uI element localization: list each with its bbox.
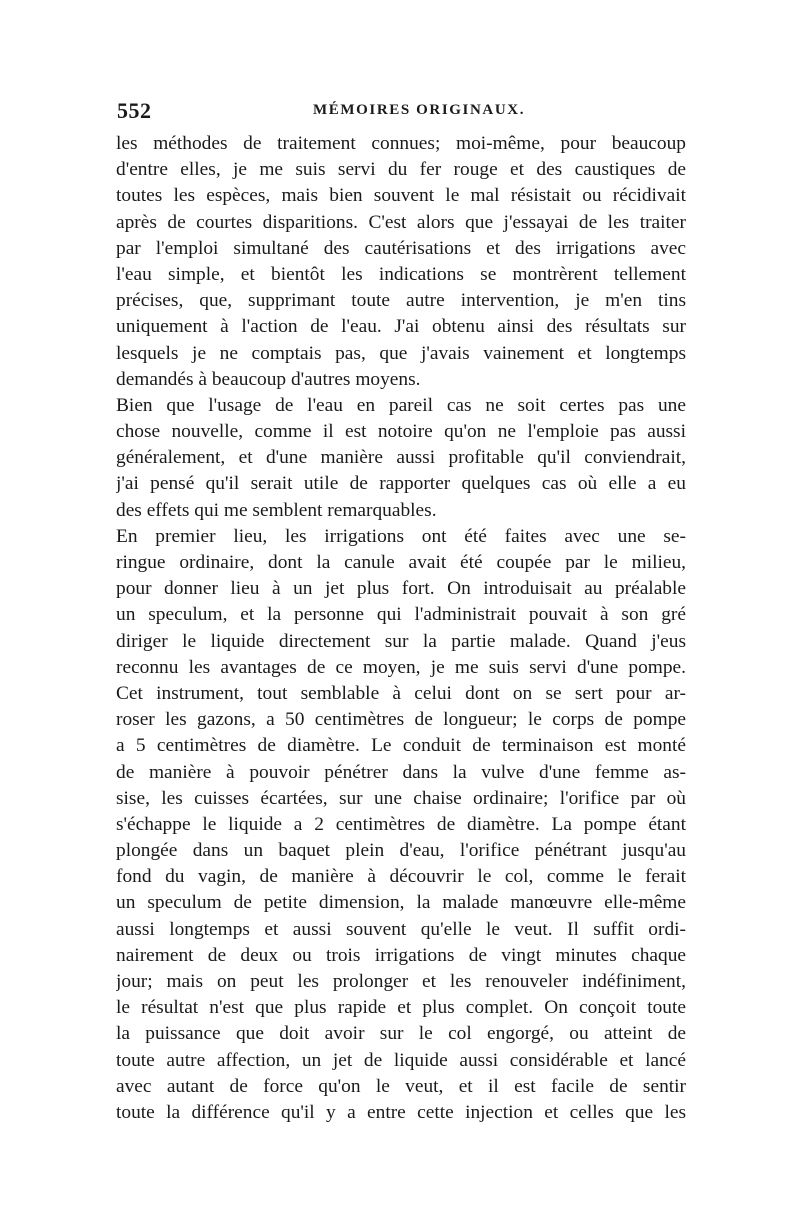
text-line: la puissance que doit avoir sur le col engorgé, ou atteint de [116, 1023, 686, 1045]
text-line: lesquels je ne comptais pas, que j'avais vainement et longtemps [116, 342, 686, 364]
text-line: précises, que, supprimant toute autre intervention, je m'en tins [116, 290, 686, 312]
text-line: jour; mais on peut les prolonger et les renouveler indéfiniment, [116, 971, 686, 992]
text-line: toutes les espèces, mais bien souvent le mal résistait ou récidivait [116, 185, 686, 207]
text-line: plongée dans un baquet plein d'eau, l'orifice pénétrant jusqu'au [116, 840, 686, 862]
text-line: demandés à beaucoup d'autres moyens. [116, 368, 421, 390]
text-line: sise, les cuisses écartées, sur une chaise ordinaire; l'orifice par où [116, 787, 686, 809]
text-line: En premier lieu, les irrigations ont été faites avec une se- [116, 525, 686, 547]
running-title: MÉMOIRES ORIGINAUX. [313, 102, 526, 118]
text-line: pour donner lieu à un jet plus fort. On introduisait au préalable [116, 578, 686, 600]
text-line: après de courtes disparitions. C'est alors que j'essayai de les traiter [116, 211, 686, 233]
text-line: l'eau simple, et bientôt les indications se montrèrent tellement [116, 263, 686, 285]
text-line: Bien que l'usage de l'eau en pareil cas ne soit certes pas une [116, 394, 686, 416]
text-line: le résultat n'est que plus rapide et plus complet. On conçoit toute [116, 997, 686, 1019]
text-line: chose nouvelle, comme il est notoire qu'on ne l'emploie pas aussi [116, 421, 686, 443]
page-number: 552 [117, 98, 152, 123]
text-line: Cet instrument, tout semblable à celui dont on se sert pour ar- [116, 682, 686, 704]
text-line: aussi longtemps et aussi souvent qu'elle le veut. Il suffit ordi- [116, 918, 686, 940]
text-line: des effets qui me semblent remarquables. [116, 499, 437, 521]
text-line: d'entre elles, je me suis servi du fer rouge et des caustiques de [116, 159, 686, 181]
text-line: s'échappe le liquide a 2 centimètres de diamètre. La pompe étant [116, 813, 686, 835]
text-line: a 5 centimètres de diamètre. Le conduit de terminaison est monté [116, 735, 686, 757]
text-line: fond du vagin, de manière à découvrir le col, comme le ferait [116, 866, 686, 888]
text-line: diriger le liquide directement sur la partie malade. Quand j'eus [116, 630, 686, 652]
text-line: avec autant de force qu'on le veut, et il est facile de sentir [116, 1075, 686, 1097]
running-head [117, 98, 687, 128]
text-line: reconnu les avantages de ce moyen, je me suis servi d'une pompe. [116, 656, 686, 678]
text-line: uniquement à l'action de l'eau. J'ai obtenu ainsi des résultats sur [116, 316, 686, 338]
text-line: par l'emploi simultané des cautérisations et des irrigations avec [116, 237, 686, 259]
text-line: un speculum de petite dimension, la malade manœuvre elle-même [116, 892, 686, 914]
text-line: de manière à pouvoir pénétrer dans la vulve d'une femme as- [116, 761, 686, 783]
text-line: toute la différence qu'il y a entre cette injection et celles que les [116, 1101, 686, 1123]
text-line: j'ai pensé qu'il serait utile de rapporter quelques cas où elle a eu [116, 473, 686, 495]
text-line: un speculum, et la personne qui l'administrait pouvait à son gré [116, 604, 686, 626]
text-line: ringue ordinaire, dont la canule avait été coupée par le milieu, [116, 552, 686, 573]
text-line: généralement, et d'une manière aussi profitable qu'il conviendrait, [116, 447, 686, 469]
body-text [116, 131, 686, 1126]
text-line: nairement de deux ou trois irrigations de vingt minutes chaque [116, 944, 686, 966]
text-line: toute autre affection, un jet de liquide aussi considérable et lancé [116, 1049, 686, 1071]
text-line: roser les gazons, a 50 centimètres de longueur; le corps de pompe [116, 709, 686, 731]
text-line: les méthodes de traitement connues; moi-même, pour beaucoup [116, 133, 686, 154]
